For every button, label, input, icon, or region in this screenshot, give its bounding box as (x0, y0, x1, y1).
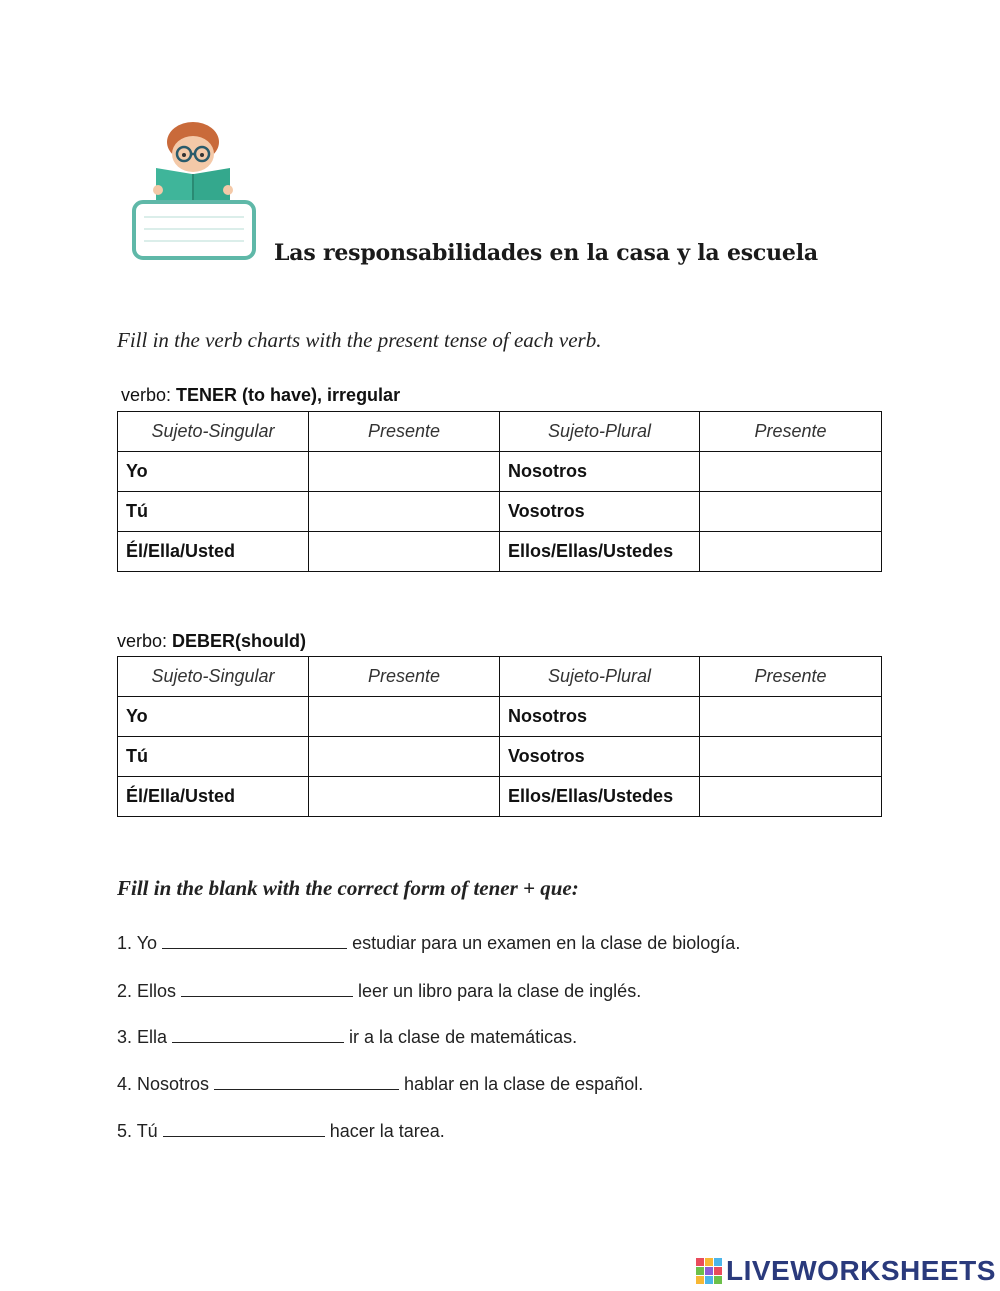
answer-blank[interactable] (162, 932, 347, 949)
verb-name: TENER (to have), irregular (176, 385, 401, 405)
verb-chart-deber (117, 656, 882, 817)
subject-cell: Él/Ella/Usted (118, 532, 309, 572)
logo-text: LIVEWORKSHEETS (726, 1255, 996, 1286)
header-cell: Sujeto-Plural (500, 412, 700, 452)
subject-cell: Nosotros (500, 697, 700, 737)
header-cell: Presente (700, 412, 882, 452)
exercise-prefix: 4. Nosotros (117, 1074, 210, 1094)
chart-header-row (118, 412, 882, 452)
chart-row (118, 777, 882, 817)
page-title: Las responsabilidades en la casa y la escuela (274, 240, 818, 266)
verb-label-tener (121, 385, 400, 406)
subject-cell: Tú (118, 492, 309, 532)
header-cell: Presente (700, 657, 882, 697)
subject-cell: Tú (118, 737, 309, 777)
answer-cell[interactable] (309, 492, 500, 532)
answer-blank[interactable] (181, 980, 353, 997)
answer-cell[interactable] (700, 532, 882, 572)
chart-instructions: Fill in the verb charts with the present tense of each verb. (117, 328, 602, 352)
header-cell: Presente (309, 657, 500, 697)
exercise-suffix: hablar en la clase de español. (404, 1074, 644, 1094)
exercise-item (117, 1120, 445, 1142)
subject-cell: Vosotros (500, 737, 700, 777)
verb-name: DEBER(should) (172, 631, 307, 651)
chart-row (118, 452, 882, 492)
chart-header-row (118, 657, 882, 697)
subject-cell: Él/Ella/Usted (118, 777, 309, 817)
subject-cell: Ellos/Ellas/Ustedes (500, 777, 700, 817)
header-cell: Sujeto-Plural (500, 657, 700, 697)
answer-cell[interactable] (309, 697, 500, 737)
exercise-prefix: 2. Ellos (117, 981, 177, 1001)
exercise-item (117, 932, 740, 954)
answer-cell[interactable] (700, 492, 882, 532)
exercise-suffix: estudiar para un examen en la clase de biología. (352, 933, 741, 953)
verb-label-deber (117, 631, 306, 652)
subject-cell: Nosotros (500, 452, 700, 492)
chart-row (118, 697, 882, 737)
exercise-suffix: ir a la clase de matemáticas. (349, 1027, 578, 1047)
blank-instructions: Fill in the blank with the correct form of tener + que: (117, 876, 579, 900)
exercise-item (117, 1026, 577, 1048)
exercise-item (117, 980, 641, 1002)
exercise-prefix: 5. Tú (117, 1121, 158, 1141)
chart-row (118, 492, 882, 532)
subject-cell: Yo (118, 697, 309, 737)
answer-blank[interactable] (163, 1120, 325, 1137)
answer-cell[interactable] (700, 697, 882, 737)
reading-kid-illustration (128, 120, 263, 265)
answer-cell[interactable] (700, 777, 882, 817)
header-cell: Sujeto-Singular (118, 412, 309, 452)
exercise-prefix: 1. Yo (117, 933, 158, 953)
answer-cell[interactable] (309, 452, 500, 492)
answer-cell[interactable] (700, 452, 882, 492)
exercise-suffix: hacer la tarea. (329, 1121, 445, 1141)
answer-cell[interactable] (309, 737, 500, 777)
header-cell: Presente (309, 412, 500, 452)
subject-cell: Yo (118, 452, 309, 492)
liveworksheets-logo-icon (696, 1258, 722, 1284)
header-cell: Sujeto-Singular (118, 657, 309, 697)
subject-cell: Ellos/Ellas/Ustedes (500, 532, 700, 572)
exercise-item (117, 1073, 643, 1095)
subject-cell: Vosotros (500, 492, 700, 532)
liveworksheets-logo[interactable] (696, 1255, 996, 1287)
exercise-suffix: leer un libro para la clase de inglés. (358, 981, 642, 1001)
answer-cell[interactable] (700, 737, 882, 777)
answer-cell[interactable] (309, 777, 500, 817)
verb-label-prefix: verbo: (121, 385, 177, 405)
answer-cell[interactable] (309, 532, 500, 572)
answer-blank[interactable] (214, 1073, 399, 1090)
exercise-prefix: 3. Ella (117, 1027, 168, 1047)
verb-label-prefix: verbo: (117, 631, 173, 651)
answer-blank[interactable] (172, 1026, 344, 1043)
chart-row (118, 532, 882, 572)
chart-row (118, 737, 882, 777)
verb-chart-tener (117, 411, 882, 572)
